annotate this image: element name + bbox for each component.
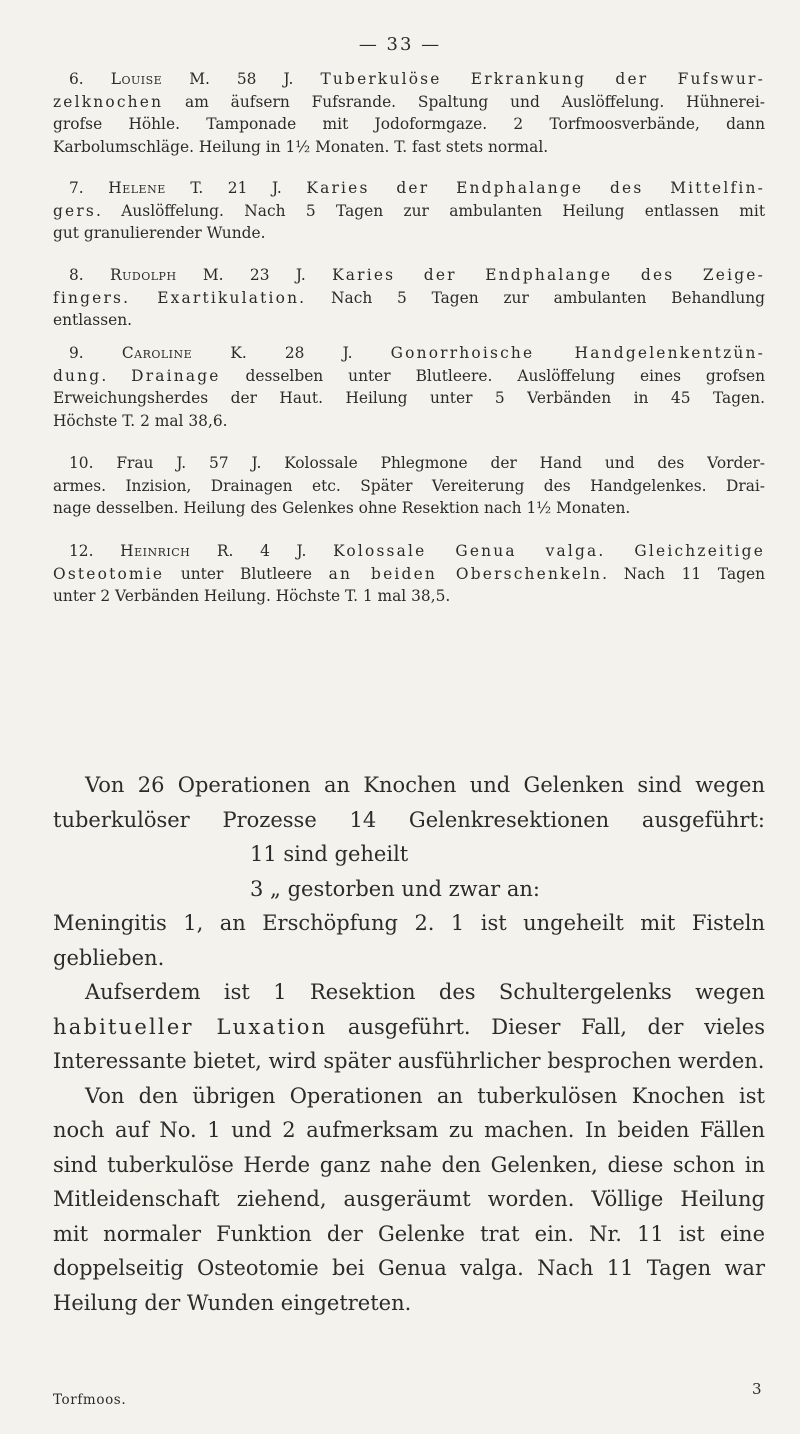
summary-line: Aufserdem ist 1 Resektion des Schultergelenks wegen [85, 980, 765, 1004]
case-line: grofse Höhle. Tamponade mit Jodoformgaze. 2 Torfmoosverbände, dann [53, 115, 765, 133]
diagnosis-emphasis: Karies der Endphalange des Mittelfin- [306, 179, 766, 197]
summary-line: Von 26 Operationen an Knochen und Gelenken sind wegen [85, 773, 765, 797]
case-line: entlassen. [53, 311, 133, 329]
diagnosis-emphasis: fingers. Exartikulation. [53, 288, 307, 307]
case-line: armes. Inzision, Drainagen etc. Später Vereiterung des Handgelenkes. Drai- [53, 476, 765, 495]
summary-line: Interessante bietet, wird später ausführlicher besprochen werden. [53, 1049, 765, 1073]
case-line: Osteotomie unter Blutleere an beiden Oberschenkeln. Nach 11 Tagen [53, 564, 765, 583]
patient-name: Heinrich [120, 542, 191, 560]
patient-name: Helene [108, 179, 166, 197]
case-line: 8. Rudolph M. 23 J. Karies der Endphalange des Zeige- [69, 266, 766, 284]
case-entry [53, 342, 765, 432]
case-entry [53, 264, 765, 332]
summary-line: Heilung der Wunden eingetreten. [53, 1290, 412, 1315]
diagnosis-emphasis: Tuberkulöse Erkrankung der Fufswur- [320, 70, 766, 88]
patient-name: Caroline [121, 344, 193, 362]
case-entry [53, 540, 765, 608]
case-line: dung. Drainage desselben unter Blutleere. Auslöffelung eines grofsen [53, 366, 765, 385]
case-line: Karbolumschläge. Heilung in 1½ Monaten. T. fast stets normal. [53, 137, 549, 156]
summary-line: doppelseitig Osteotomie bei Genua valga. Nach 11 Tagen war [53, 1256, 765, 1280]
case-line: Höchste T. 2 mal 38,6. [53, 411, 228, 430]
page-number: — 33 — [358, 34, 442, 55]
diagnosis-emphasis: Drainage [131, 366, 221, 385]
case-entry [53, 452, 765, 520]
diagnosis-emphasis: Karies der Endphalange des Zeige- [332, 266, 766, 284]
summary-line: 3 „ gestorben und zwar an: [250, 876, 540, 901]
diagnosis-emphasis: Gonorrhoische Handgelenkentzün- [390, 344, 765, 362]
summary-line: habitueller Luxation ausgeführt. Dieser Fall, der vieles [53, 1014, 765, 1039]
case-line: fingers. Exartikulation. Nach 5 Tagen zur ambulanten Behandlung [53, 288, 765, 307]
summary-line: Von den übrigen Operationen an tuberkulösen Knochen ist [85, 1083, 765, 1108]
summary-section [53, 768, 765, 1320]
case-line: zelknochen am äufsern Fufsrande. Spaltung und Auslöffelung. Hühnerei- [53, 92, 765, 111]
summary-line: geblieben. [53, 945, 165, 970]
case-line: 6. Louise M. 58 J. Tuberkulöse Erkrankung der Fufswur- [69, 70, 766, 88]
case-line: unter 2 Verbänden Heilung. Höchste T. 1 mal 38,5. [53, 587, 451, 605]
footer-signature: Torfmoos. [53, 1392, 127, 1408]
summary-line: noch auf No. 1 und 2 aufmerksam zu machen. In beiden Fällen [53, 1118, 765, 1142]
diagnosis-emphasis: Osteotomie [53, 564, 165, 583]
case-line: nage desselben. Heilung des Gelenkes ohne Resektion nach 1½ Monaten. [53, 499, 631, 517]
summary-line: Meningitis 1, an Erschöpfung 2. 1 ist ungeheilt mit Fisteln [53, 911, 765, 935]
patient-name: Rudolph [110, 266, 177, 284]
diagnosis-emphasis: zelknochen [53, 92, 164, 111]
diagnosis-emphasis: dung [53, 366, 102, 385]
sheet-number: 3 [752, 1380, 762, 1398]
case-line: gut granulierender Wunde. [53, 224, 266, 242]
summary-line: mit normaler Funktion der Gelenke trat ein. Nr. 11 ist eine [53, 1221, 765, 1246]
case-entry [53, 68, 765, 158]
summary-line: tuberkulöser Prozesse 14 Gelenkresektionen ausgeführt: [53, 807, 765, 832]
diagnosis-emphasis: gers [53, 201, 97, 220]
summary-line: sind tuberkulöse Herde ganz nahe den Gelenken, diese schon in [53, 1152, 765, 1177]
diagnosis-emphasis: an beiden Oberschenkeln [328, 564, 603, 583]
case-line: 9. Caroline K. 28 J. Gonorrhoische Handgelenkentzün- [69, 344, 765, 362]
summary-line: Mitleidenschaft ziehend, ausgeräumt worden. Völlige Heilung [53, 1187, 765, 1211]
summary-line: 11 sind geheilt [250, 842, 409, 866]
case-line: 7. Helene T. 21 J. Karies der Endphalange des Mittelfin- [69, 179, 766, 197]
case-line: 10. Frau J. 57 J. Kolossale Phlegmone der Hand und des Vorder- [69, 454, 765, 472]
summary-emphasis: habitueller Luxation [53, 1014, 328, 1039]
case-line: gers. Auslöffelung. Nach 5 Tagen zur ambulanten Heilung entlassen mit [53, 201, 765, 220]
patient-name: Louise [110, 70, 163, 88]
case-entry [53, 177, 765, 245]
diagnosis-emphasis: Kolossale Genua valga. Gleichzeitige [333, 542, 765, 560]
case-line: Erweichungsherdes der Haut. Heilung unter 5 Verbänden in 45 Tagen. [53, 389, 765, 407]
case-line: 12. Heinrich R. 4 J. Kolossale Genua valga. Gleichzeitige [69, 542, 765, 560]
